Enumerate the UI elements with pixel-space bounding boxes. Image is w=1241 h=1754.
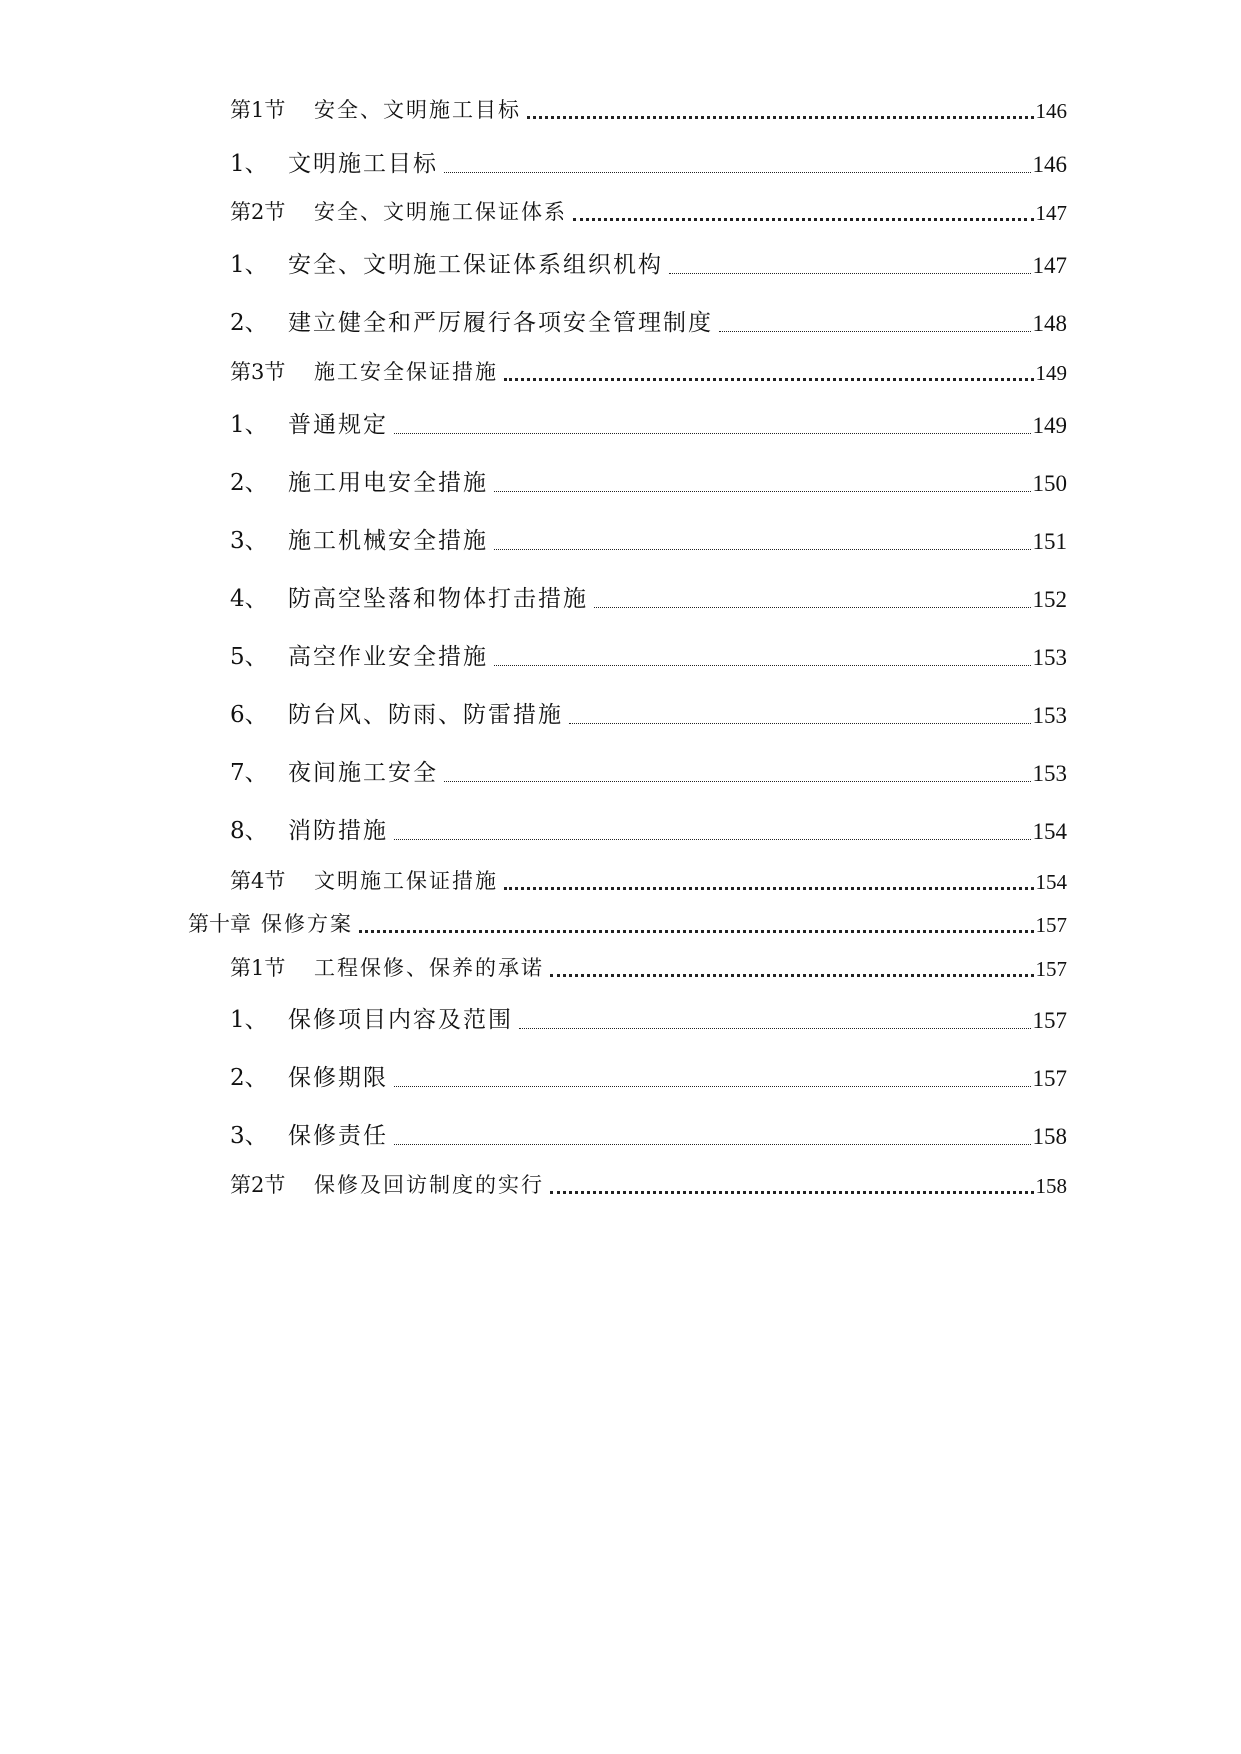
- toc-item-row[interactable]: [230, 638, 1067, 671]
- dot-leader: [394, 1125, 1031, 1150]
- toc-page-number: 147: [1035, 201, 1067, 225]
- toc-entry-number: 7、: [230, 760, 268, 786]
- toc-entry-number: 1、: [230, 151, 268, 177]
- toc-entry-number: 第1节: [230, 956, 286, 980]
- toc-page-number: 147: [1032, 253, 1067, 278]
- toc-item-row[interactable]: [230, 246, 1067, 279]
- toc-entry-title: 施工机械安全措施: [288, 528, 488, 554]
- toc-entry-title: 普通规定: [288, 412, 388, 438]
- toc-section-row[interactable]: [230, 865, 1067, 895]
- toc-entry-title: 消防措施: [288, 818, 388, 844]
- dot-leader: [550, 959, 1034, 982]
- toc-entry-title: 施工用电安全措施: [288, 470, 488, 496]
- dot-leader: [504, 872, 1034, 895]
- toc-entry-title: 保修责任: [288, 1123, 388, 1149]
- toc-section-row[interactable]: [230, 952, 1067, 982]
- toc-entry-title: 保修方案: [261, 912, 353, 936]
- toc-section-row[interactable]: [230, 196, 1067, 226]
- dot-leader: [669, 254, 1031, 279]
- toc-entry-title: 安全、文明施工保证体系组织机构: [288, 252, 663, 278]
- dot-leader: [359, 915, 1034, 938]
- toc-page-number: 149: [1032, 413, 1067, 438]
- toc-entry-number: 3、: [230, 528, 268, 554]
- toc-entry-number: 4、: [230, 586, 268, 612]
- toc-page-number: 152: [1032, 587, 1067, 612]
- toc-entry-number: 5、: [230, 644, 268, 670]
- toc-entry-number: 第2节: [230, 200, 286, 224]
- toc-entry-title: 工程保修、保养的承诺: [314, 956, 544, 980]
- toc-page-number: 153: [1032, 703, 1067, 728]
- toc-entry-title: 防高空坠落和物体打击措施: [288, 586, 588, 612]
- toc-item-row[interactable]: [230, 812, 1067, 845]
- toc-entry-title: 夜间施工安全: [288, 760, 438, 786]
- toc-entry-number: 2、: [230, 1065, 268, 1091]
- toc-page-number: 154: [1035, 870, 1067, 894]
- toc-page-number: 157: [1032, 1066, 1067, 1091]
- toc-page-number: 157: [1035, 913, 1067, 937]
- dot-leader: [394, 820, 1031, 845]
- toc-entry-title: 高空作业安全措施: [288, 644, 488, 670]
- toc-page-number: 158: [1035, 1174, 1067, 1198]
- dot-leader: [719, 312, 1031, 337]
- toc-page-number: 146: [1032, 152, 1067, 177]
- toc-entry-title: 安全、文明施工目标: [314, 98, 521, 122]
- toc-page-number: 146: [1035, 99, 1067, 123]
- toc-entry-number: 2、: [230, 470, 268, 496]
- toc-entry-title: 防台风、防雨、防雷措施: [288, 702, 563, 728]
- dot-leader: [527, 101, 1034, 124]
- dot-leader: [494, 530, 1031, 555]
- toc-entry-title: 安全、文明施工保证体系: [314, 200, 567, 224]
- dot-leader: [444, 762, 1031, 787]
- toc-page-number: 157: [1032, 1008, 1067, 1033]
- toc-entry-number: 第1节: [230, 98, 286, 122]
- dot-leader: [494, 646, 1031, 671]
- toc-entry-number: 1、: [230, 412, 268, 438]
- dot-leader: [550, 1176, 1034, 1199]
- toc-page-number: 157: [1035, 957, 1067, 981]
- toc-item-row[interactable]: [230, 696, 1067, 729]
- toc-entry-number: 1、: [230, 252, 268, 278]
- toc-entry-number: 3、: [230, 1123, 268, 1149]
- toc-section-row[interactable]: [230, 1169, 1067, 1199]
- toc-page-number: 153: [1032, 761, 1067, 786]
- toc-entry-number: 第4节: [230, 869, 286, 893]
- toc-page-number: 148: [1032, 311, 1067, 336]
- toc-page-number: 158: [1032, 1124, 1067, 1149]
- toc-item-row[interactable]: [230, 145, 1067, 178]
- toc-item-row[interactable]: [230, 304, 1067, 337]
- toc-page-number: 153: [1032, 645, 1067, 670]
- dot-leader: [444, 153, 1031, 178]
- toc-section-row[interactable]: [230, 94, 1067, 124]
- dot-leader: [504, 363, 1034, 386]
- toc-page-number: 151: [1032, 529, 1067, 554]
- toc-chapter-row[interactable]: [188, 908, 1067, 938]
- toc-item-row[interactable]: [230, 754, 1067, 787]
- toc-entry-title: 建立健全和严厉履行各项安全管理制度: [288, 310, 713, 336]
- toc-item-row[interactable]: [230, 580, 1067, 613]
- toc-item-row[interactable]: [230, 1001, 1067, 1034]
- dot-leader: [519, 1009, 1031, 1034]
- toc-entry-number: 8、: [230, 818, 268, 844]
- dot-leader: [569, 704, 1031, 729]
- dot-leader: [573, 203, 1034, 226]
- dot-leader: [494, 472, 1031, 497]
- toc-entry-number: 第十章: [188, 912, 251, 936]
- toc-entry-title: 保修项目内容及范围: [288, 1007, 513, 1033]
- dot-leader: [394, 414, 1031, 439]
- toc-item-row[interactable]: [230, 1117, 1067, 1150]
- toc-entry-number: 2、: [230, 310, 268, 336]
- toc-entry-number: 1、: [230, 1007, 268, 1033]
- toc-page-number: 149: [1035, 361, 1067, 385]
- toc-page-number: 154: [1032, 819, 1067, 844]
- toc-section-row[interactable]: [230, 356, 1067, 386]
- toc-item-row[interactable]: [230, 522, 1067, 555]
- toc-page-number: 150: [1032, 471, 1067, 496]
- toc-entry-number: 第2节: [230, 1173, 286, 1197]
- toc-item-row[interactable]: [230, 406, 1067, 439]
- toc-entry-number: 6、: [230, 702, 268, 728]
- toc-entry-title: 保修及回访制度的实行: [314, 1173, 544, 1197]
- dot-leader: [594, 588, 1031, 613]
- dot-leader: [394, 1067, 1031, 1092]
- toc-item-row[interactable]: [230, 464, 1067, 497]
- toc-entry-title: 施工安全保证措施: [314, 360, 498, 384]
- toc-item-row[interactable]: [230, 1059, 1067, 1092]
- toc-entry-number: 第3节: [230, 360, 286, 384]
- toc-entry-title: 文明施工目标: [288, 151, 438, 177]
- toc-entry-title: 保修期限: [288, 1065, 388, 1091]
- toc-entry-title: 文明施工保证措施: [314, 869, 498, 893]
